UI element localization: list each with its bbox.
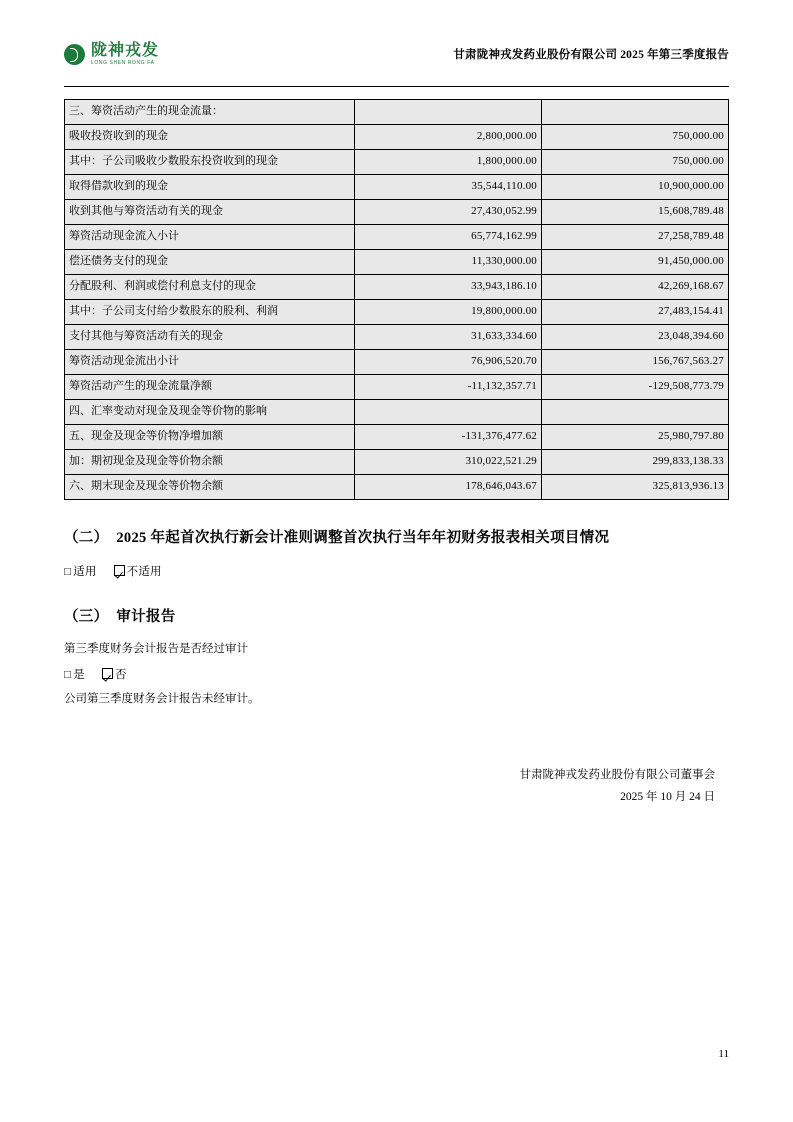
- checkbox-checked-icon: [102, 668, 113, 679]
- row-label: 分配股利、利润或偿付利息支付的现金: [65, 275, 355, 300]
- row-value-prior: 299,833,138.33: [542, 450, 729, 475]
- row-label: 四、汇率变动对现金及现金等价物的影响: [65, 400, 355, 425]
- row-label: 支付其他与筹资活动有关的现金: [65, 325, 355, 350]
- report-header-title: 甘肃陇神戎发药业股份有限公司 2025 年第三季度报告: [453, 49, 729, 61]
- checkbox-checked-icon: [114, 565, 125, 576]
- logo-chinese-name: 陇神戎发: [91, 41, 160, 59]
- table-row: [65, 200, 729, 225]
- option-not-applicable-label: 不适用: [126, 566, 162, 578]
- table-row: [65, 225, 729, 250]
- row-value-prior: 25,980,797.80: [542, 425, 729, 450]
- row-value-prior: 27,483,154.41: [542, 300, 729, 325]
- option-no[interactable]: [102, 666, 127, 682]
- row-value-prior: 325,813,936.13: [542, 475, 729, 500]
- row-label: 五、现金及现金等价物净增加额: [65, 425, 355, 450]
- row-value-current: 31,633,334.60: [355, 325, 542, 350]
- row-value-prior: 750,000.00: [542, 125, 729, 150]
- row-value-prior: [542, 100, 729, 125]
- table-row: [65, 300, 729, 325]
- option-no-label: 否: [114, 668, 127, 681]
- row-value-current: 76,906,520.70: [355, 350, 542, 375]
- logo-mark-icon: [64, 44, 85, 65]
- row-label: 筹资活动现金流入小计: [65, 225, 355, 250]
- section-two-options: [64, 563, 729, 579]
- signature-block: [64, 765, 729, 809]
- row-value-current: 35,544,110.00: [355, 175, 542, 200]
- row-value-current: 33,943,186.10: [355, 275, 542, 300]
- cash-flow-table: [64, 99, 729, 500]
- option-not-applicable[interactable]: [114, 563, 162, 579]
- section-two-index: （二）: [64, 530, 109, 546]
- row-value-prior: -129,508,773.79: [542, 375, 729, 400]
- row-value-prior: 91,450,000.00: [542, 250, 729, 275]
- table-row: [65, 175, 729, 200]
- row-label: 筹资活动产生的现金流量净额: [65, 375, 355, 400]
- row-label: 筹资活动现金流出小计: [65, 350, 355, 375]
- section-three-options: [64, 666, 729, 682]
- row-label: 三、筹资活动产生的现金流量：: [65, 100, 355, 125]
- row-value-current: -131,376,477.62: [355, 425, 542, 450]
- row-value-prior: 10,900,000.00: [542, 175, 729, 200]
- row-value-current: 1,800,000.00: [355, 150, 542, 175]
- row-value-prior: [542, 400, 729, 425]
- row-value-current: [355, 400, 542, 425]
- logo-text: [91, 43, 159, 66]
- table-row: [65, 125, 729, 150]
- row-label: 六、期末现金及现金等价物余额: [65, 475, 355, 500]
- company-logo: [64, 43, 159, 66]
- signature-company: 甘肃陇神戎发药业股份有限公司董事会: [519, 769, 715, 782]
- row-label: 吸收投资收到的现金: [65, 125, 355, 150]
- row-value-current: 11,330,000.00: [355, 250, 542, 275]
- row-label: 偿还债务支付的现金: [65, 250, 355, 275]
- section-three-index: （三）: [64, 609, 109, 625]
- page-number: 11: [718, 1048, 729, 1060]
- table-row: [65, 450, 729, 475]
- page-header: [64, 0, 729, 82]
- row-value-current: [355, 100, 542, 125]
- audit-question: 第三季度财务会计报告是否经过审计: [64, 643, 248, 655]
- table-row: [65, 275, 729, 300]
- row-value-prior: 42,269,168.67: [542, 275, 729, 300]
- row-value-current: 2,800,000.00: [355, 125, 542, 150]
- table-row: [65, 425, 729, 450]
- section-two-title: 2025 年起首次执行新会计准则调整首次执行当年年初财务报表相关项目情况: [116, 530, 610, 546]
- table-row: [65, 475, 729, 500]
- row-value-current: 178,646,043.67: [355, 475, 542, 500]
- row-label: 加：期初现金及现金等价物余额: [65, 450, 355, 475]
- signature-date: 2025 年 10 月 24 日: [620, 790, 715, 803]
- section-three-heading: [64, 605, 729, 626]
- section-three-title: 审计报告: [116, 609, 176, 625]
- option-yes[interactable]: □ 是: [64, 669, 85, 681]
- row-label: 收到其他与筹资活动有关的现金: [65, 200, 355, 225]
- row-value-prior: 23,048,394.60: [542, 325, 729, 350]
- table-row: [65, 400, 729, 425]
- header-divider: [64, 86, 729, 87]
- row-value-current: 27,430,052.99: [355, 200, 542, 225]
- table-row: [65, 325, 729, 350]
- row-value-current: 65,774,162.99: [355, 225, 542, 250]
- audit-statement: 公司第三季度财务会计报告未经审计。: [64, 692, 260, 705]
- table-row: [65, 350, 729, 375]
- row-label: 取得借款收到的现金: [65, 175, 355, 200]
- row-value-current: 310,022,521.29: [355, 450, 542, 475]
- table-row: [65, 375, 729, 400]
- row-label: 其中：子公司支付给少数股东的股利、利润: [65, 300, 355, 325]
- logo-english-name: LONG SHEN RONG FA: [91, 59, 155, 66]
- row-value-prior: 15,608,789.48: [542, 200, 729, 225]
- row-value-prior: 27,258,789.48: [542, 225, 729, 250]
- row-value-current: 19,800,000.00: [355, 300, 542, 325]
- row-value-current: -11,132,357.71: [355, 375, 542, 400]
- row-value-prior: 156,767,563.27: [542, 350, 729, 375]
- table-row: [65, 250, 729, 275]
- row-value-prior: 750,000.00: [542, 150, 729, 175]
- table-row: [65, 100, 729, 125]
- row-label: 其中：子公司吸收少数股东投资收到的现金: [65, 150, 355, 175]
- section-two-heading: [64, 526, 729, 547]
- option-applicable[interactable]: □ 适用: [64, 566, 97, 578]
- table-row: [65, 150, 729, 175]
